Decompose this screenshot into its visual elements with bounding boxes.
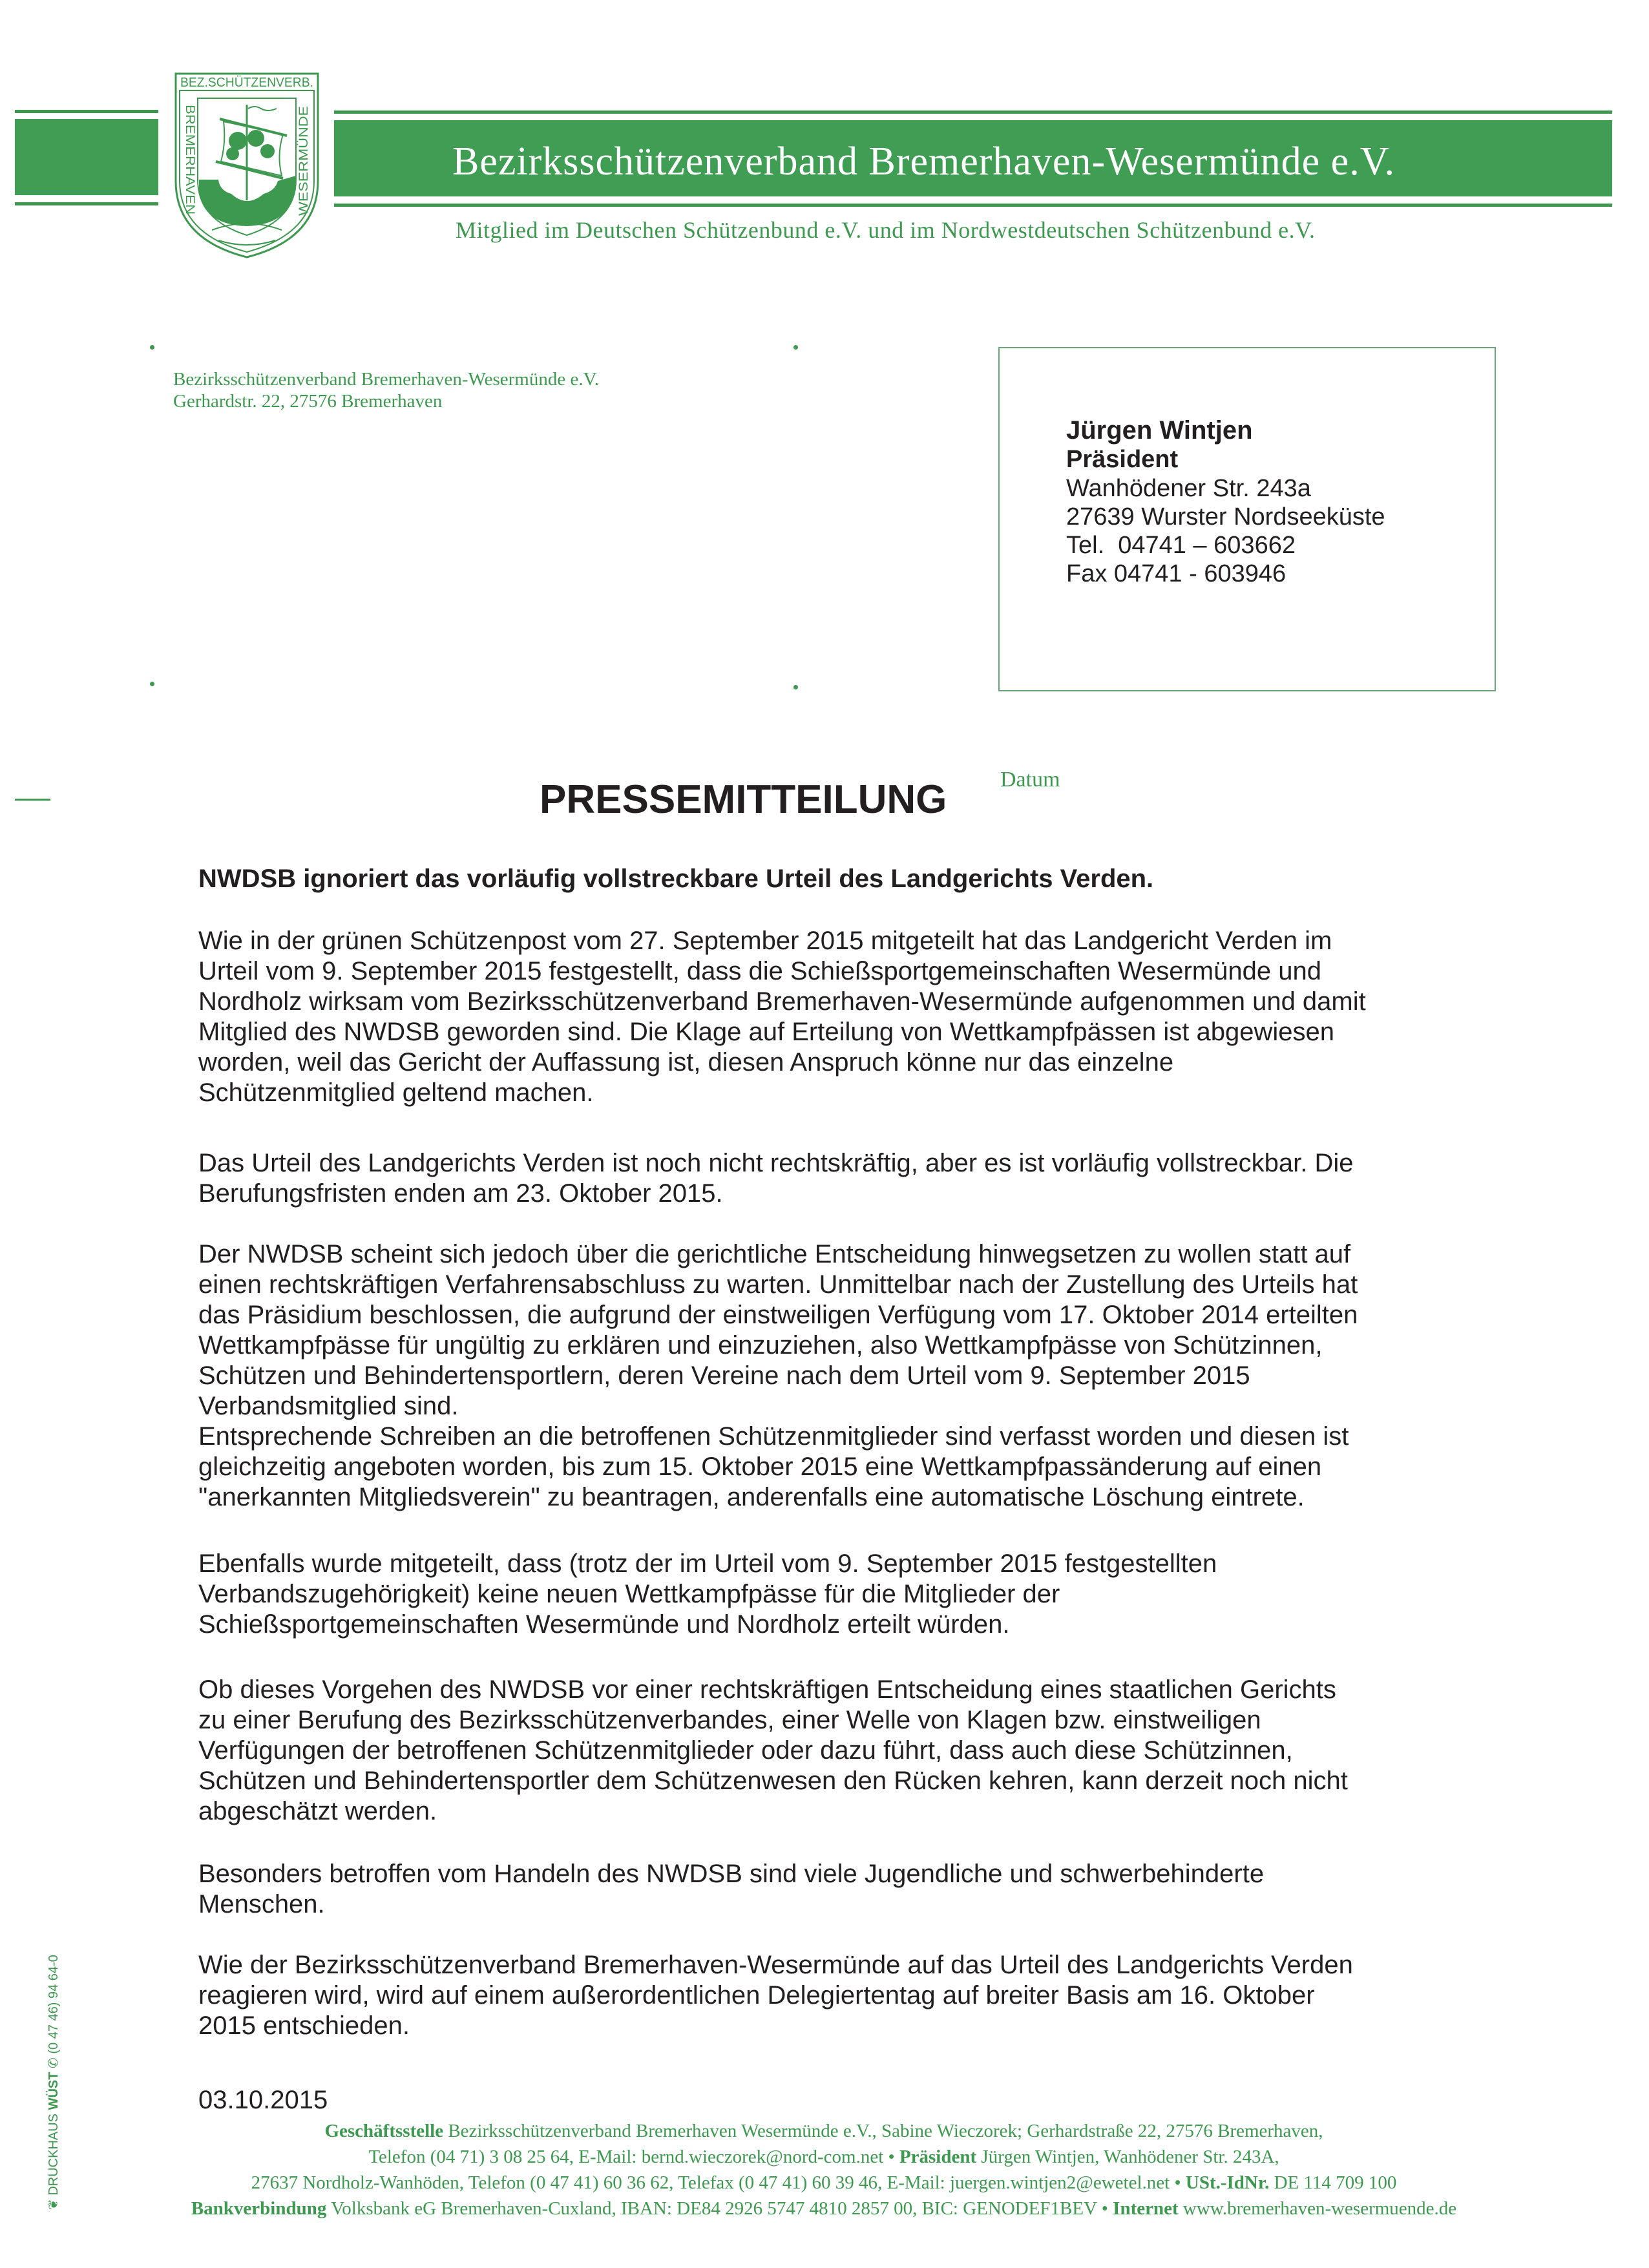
paragraph-line: Der NWDSB scheint sich jedoch über die gerichtliche Entscheidung hinwegsetzen zu wollen statt auf [198,1240,1351,1268]
paragraph-line: Nordholz wirksam vom Bezirksschützenverband Bremerhaven-Wesermünde aufgenommen und damit [198,987,1366,1016]
paragraph-4 [198,1549,1491,1640]
footer-line-2 [129,2144,1518,2170]
paragraph-line: Wie in der grünen Schützenpost vom 27. September 2015 mitgeteilt hat das Landgericht Verden im [198,927,1332,955]
paragraph-line: Berufungsfristen enden am 23. Oktober 2015. [198,1179,723,1208]
paragraph-line: gleichzeitig angeboten worden, bis zum 15. Oktober 2015 eine Wettkampfpassänderung auf einen [198,1453,1322,1481]
logo-top-text: BEZ.SCHÜTZENVERB. [180,76,313,90]
paragraph-2 [198,1148,1491,1209]
footer-president-contact: 27637 Nordholz-Wanhöden, Telefon (0 47 41) 60 36 62, Telefax (0 47 41) 60 39 46, E-Mail: juergen.wintjen2@ewetel.net • [251,2172,1186,2193]
paragraph-line: Ebenfalls wurde mitgeteilt, dass (trotz der im Urteil vom 9. September 2015 festgestellten [198,1549,1217,1578]
paragraph-7 [198,1950,1491,2041]
window-mark-bottom-left [150,682,154,686]
printer-name: WÜST [47,2072,61,2110]
date-label: Datum [1000,768,1060,792]
recipient-phone: Tel. 04741 – 603662 [1066,532,1296,559]
footer-line-4 [129,2196,1518,2221]
paragraph-line: zu einer Berufung des Bezirksschützenverbandes, einer Welle von Klagen bzw. einstweiligen [198,1706,1261,1734]
recipient-street: Wanhödener Str. 243a [1066,475,1311,502]
paragraph-line: Schießsportgemeinschaften Wesermünde und Nordholz erteilt würden. [198,1610,1010,1639]
organization-membership: Mitglied im Deutschen Schützenbund e.V. und im Nordwestdeutschen Schützenbund e.V. [456,217,1316,243]
sender-line-1: Bezirksschützenverband Bremerhaven-Wesermünde e.V. [173,369,600,390]
paragraph-line: Wettkampfpässe für ungültig zu erklären und einzuziehen, also Wettkampfpässe von Schützinnen, [198,1331,1323,1360]
window-mark-top-left [150,345,154,350]
paragraph-line: Schützen und Behindertensportler dem Schützenwesen den Rücken kehren, kann derzeit noch nicht [198,1767,1348,1795]
recipient-role: Präsident [1066,446,1179,473]
footer-office-contact: Telefon (04 71) 3 08 25 64, E-Mail: bernd.wieczorek@nord-com.net • [368,2147,899,2167]
printer-prefix: DRUCKHAUS [47,2110,61,2196]
paragraph-line: Menschen. [198,1890,325,1918]
recipient-city: 27639 Wurster Nordseeküste [1066,503,1385,530]
paragraph-line: Das Urteil des Landgerichts Verden ist noch nicht rechtskräftig, aber es ist vorläufig vollstreckbar. Die [198,1149,1354,1177]
footer-office-text: Bezirksschützenverband Bremerhaven Wesermünde e.V., Sabine Wieczorek; Gerhardstraße 22, 27576 Bremerhaven, [443,2121,1323,2141]
paragraph-line: abgeschätzt werden. [198,1797,437,1825]
footer-president-text: Jürgen Wintjen, Wanhödener Str. 243A, [976,2147,1279,2167]
paragraph-1 [198,926,1491,1108]
paragraph-line: reagieren wird, wird auf einem außerordentlichen Delegiertentag auf breiter Basis am 16. Oktober [198,1981,1315,2010]
printer-phone: (0 47 46) 94 64-0 [47,1955,61,2058]
organization-title: Bezirksschützenverband Bremerhaven-Wesermünde e.V. [452,140,1395,184]
footer-vat-number: DE 114 709 100 [1269,2172,1397,2193]
header-line-top-left [15,110,158,113]
footer-line-3 [129,2170,1518,2196]
header-line-bottom-right [334,204,1612,207]
logo-right-text: WESERMÜNDE [297,125,311,216]
header-band-left [15,119,158,195]
paragraph-line: Entsprechende Schreiben an die betroffenen Schützenmitglieder sind verfasst worden und diesen ist [198,1422,1349,1451]
footer-label-internet: Internet [1113,2198,1179,2219]
paragraph-line: Schützen und Behindertensportlern, deren Vereine nach dem Urteil vom 9. September 2015 [198,1361,1250,1390]
sender-address [173,368,599,412]
footer-website: www.bremerhaven-wesermuende.de [1178,2198,1457,2219]
footer-line-1 [129,2118,1518,2144]
window-mark-top-right [793,345,798,350]
printer-logo-icon: ❦ [47,2195,61,2210]
coat-of-arms-logo [173,71,320,260]
printer-mark [45,1955,61,2210]
sender-line-2: Gerhardstr. 22, 27576 Bremerhaven [173,391,443,412]
paragraph-line: Verbandszugehörigkeit) keine neuen Wettkampfpässe für die Mitglieder der [198,1580,1060,1608]
footer-label-vat: USt.-IdNr. [1185,2172,1270,2193]
header-line-bottom-left [15,202,158,205]
paragraph-6 [198,1859,1491,1920]
footer-label-bank: Bankverbindung [191,2198,327,2219]
paragraph-line: Wie der Bezirksschützenverband Bremerhaven-Wesermünde auf das Urteil des Landgerichts Verden [198,1951,1353,1979]
document-title: PRESSEMITTEILUNG [540,777,947,822]
paragraph-line: das Präsidium beschlossen, die aufgrund der einstweiligen Verfügung vom 17. Oktober 2014 erteilten [198,1301,1358,1329]
document-date: 03.10.2015 [198,2086,328,2114]
footer-label-office: Geschäftsstelle [324,2121,444,2141]
paragraph-line: Schützenmitglied geltend machen. [198,1078,594,1107]
paragraph-line: Verfügungen der betroffenen Schützenmitglieder oder dazu führt, dass auch diese Schützinnen, [198,1736,1293,1765]
paragraph-line: Urteil vom 9. September 2015 festgestellt, dass die Schießsportgemeinschaften Wesermünde und [198,957,1321,985]
footer-label-president: Präsident [899,2147,977,2167]
paragraph-line: worden, weil das Gericht der Auffassung ist, diesen Anspruch könne nur das einzelne [198,1048,1174,1076]
header-line-top-right [334,110,1612,114]
paragraph-line: "anerkannten Mitgliedsverein" zu beantragen, anderenfalls eine automatische Löschung eintrete. [198,1483,1305,1511]
phone-icon: ✆ [47,2057,61,2072]
paragraph-line: Mitglied des NWDSB geworden sind. Die Klage auf Erteilung von Wettkampfpässen ist abgewiesen [198,1018,1334,1046]
recipient-fax: Fax 04741 - 603946 [1066,560,1287,587]
paragraph-3 [198,1239,1491,1513]
window-mark-bottom-right [793,685,798,689]
paragraph-5 [198,1675,1491,1827]
footer-bank-text: Volksbank eG Bremerhaven-Cuxland, IBAN: DE84 2926 5747 4810 2857 00, BIC: GENODEF1BEV • [326,2198,1113,2219]
paragraph-line: 2015 entschieden. [198,2011,410,2040]
logo-left-text: BREMERHAVEN [183,105,196,199]
paragraph-line: Besonders betroffen vom Handeln des NWDSB sind viele Jugendliche und schwerbehinderte [198,1860,1265,1888]
fold-mark [15,799,50,801]
document-subject: NWDSB ignoriert das vorläufig vollstreckbare Urteil des Landgerichts Verden. [198,865,1154,893]
paragraph-line: Ob dieses Vorgehen des NWDSB vor einer rechtskräftigen Entscheidung eines staatlichen Gerichts [198,1675,1336,1704]
paragraph-line: Verbandsmitglied sind. [198,1392,459,1420]
recipient-name: Jürgen Wintjen [1066,416,1253,445]
paragraph-line: einen rechtskräftigen Verfahrensabschluss zu warten. Unmittelbar nach der Zustellung des Urteils hat [198,1270,1358,1299]
